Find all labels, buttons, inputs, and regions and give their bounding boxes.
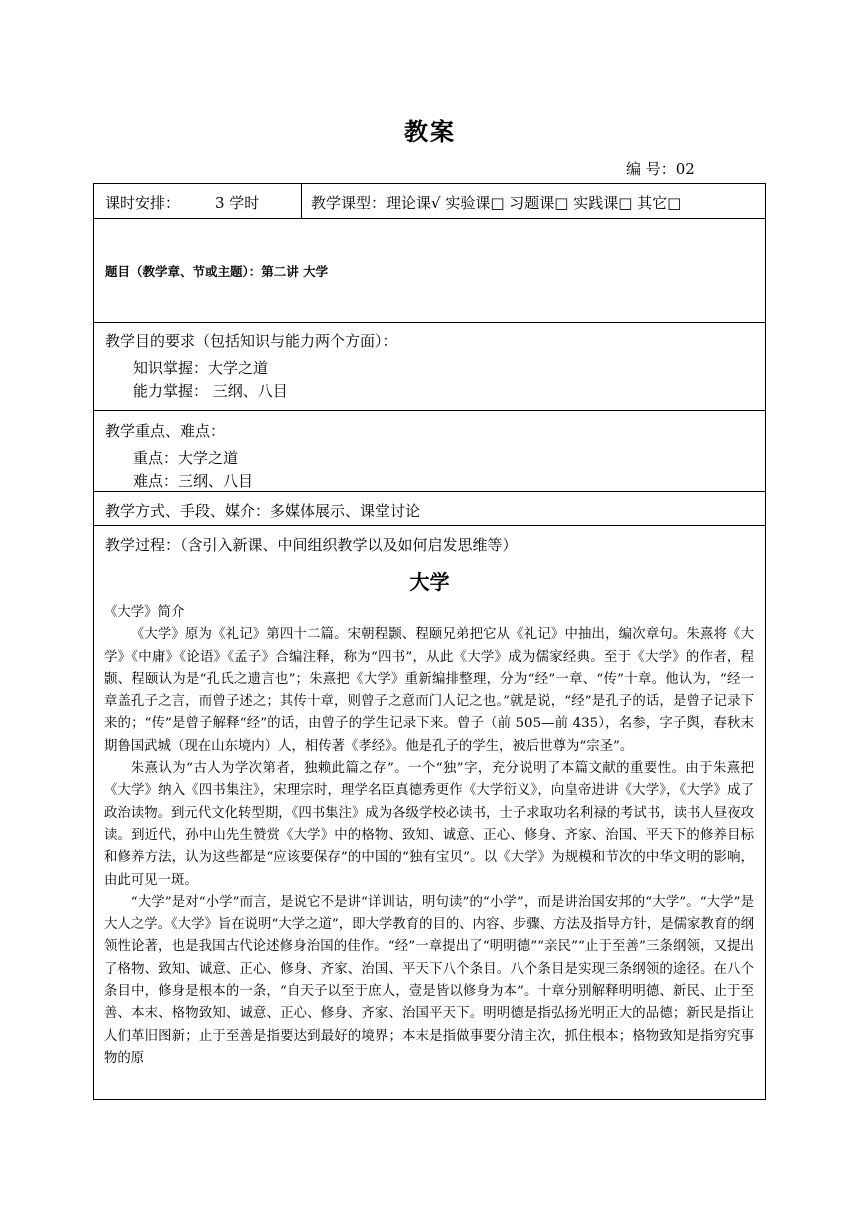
teaching-method: 教学方式、手段、媒介：多媒体展示、课堂讨论 bbox=[105, 502, 421, 520]
row-divider bbox=[94, 525, 765, 526]
paragraph: 朱熹认为“古人为学次第者，独赖此篇之存”。一个“独”字，充分说明了本篇文献的重要性。由于朱熹把《大学》纳入《四书集注》，宋理宗时，理学名臣真德秀更作《大学衍义》，向皇帝进讲《大学》，《大学》成了政治读物。到元代文化转型期，《四书集注》成为各级学校必读书，士子求取功名利禄的考试书，读书人昼夜攻读。到近代，孙中山先生赞赏《大学》中的格物、致知、诚意、正心、修身、齐家、治国、平天下的修养目标和修养方法，认为这些都是“应该要保存”的中国的“独有宝贝”。以《大学》为规模和节次的中华文明的影响，由此可见一斑。 bbox=[104, 761, 754, 888]
row-divider bbox=[94, 322, 765, 323]
objectives-heading: 教学目的要求（包括知识与能力两个方面）： bbox=[105, 332, 398, 350]
paragraph: “大学”是对“小学”而言，是说它不是讲“详训诂，明句读”的“小学”，而是讲治国安邦的“大学”。“大学”是大人之学。《大学》旨在说明“大学之道”，即大学教育的目的、内容、步骤、方法及指导方针，是儒家教育的纲领性论著，也是我国古代论述修身治国的佳作。“经”一章提出了“明明德”“亲民”“止于至善”三条纲领，又提出了格物、致知、诚意、正心、修身、齐家、治国、平天下八个条目。八个条目是实现三条纲领的途径。在八个条目中，修身是根本的一条，“自天子以至于庶人，壹是皆以修身为本”。十章分别解释明明德、新民、止于至善、本末、格物致知、诚意、正心、修身、齐家、治国平天下。明明德是指弘扬光明正大的品德；新民是指让人们革旧图新；止于至善是指要达到最好的境界；本末是指做事要分清主次，抓住根本；格物致知是指穷究事物的原 bbox=[104, 894, 754, 1066]
paragraph: 《大学》原为《礼记》第四十二篇。宋朝程颢、程颐兄弟把它从《礼记》中抽出，编次章句。朱熹将《大学》《中庸》《论语》《孟子》合编注释，称为“四书”，从此《大学》成为儒家经典。至于《大学》的作者，程颢、程颐认为是“孔氏之遗言也”；朱熹把《大学》重新编排整理，分为“经”一章、“传”十章。他认为，“经一章盖孔子之言，而曾子述之；其传十章，则曾子之意而门人记之也。”就是说，“经”是孔子的话，是曾子记录下来的；“传”是曾子解释“经”的话，由曾子的学生记录下来。曾子（前 505—前 435），名参，字子舆，春秋末期鲁国武城（现在山东境内）人，相传著《孝经》。他是孔子的学生，被后世尊为“宗圣”。 bbox=[104, 627, 754, 754]
row-divider bbox=[94, 410, 765, 411]
schedule-value: 3 学时 bbox=[215, 194, 260, 212]
lesson-topic: 题目（教学章、节或主题）：第二讲 大学 bbox=[105, 264, 329, 279]
schedule-label: 课时安排： bbox=[105, 194, 181, 212]
column-divider bbox=[301, 184, 302, 218]
knowledge-objective: 知识掌握：大学之道 bbox=[133, 359, 269, 377]
course-type: 教学课型：理论课√ 实验课□ 习题课□ 实践课□ 其它□ bbox=[311, 194, 682, 212]
ability-objective: 能力掌握： 三纲、八目 bbox=[133, 382, 288, 400]
intro-heading: 《大学》简介 bbox=[104, 605, 185, 620]
row-divider bbox=[94, 218, 765, 219]
document-title: 教案 bbox=[404, 118, 456, 146]
key-point: 重点：大学之道 bbox=[133, 449, 239, 467]
row-divider bbox=[94, 491, 765, 492]
process-heading: 教学过程：（含引入新课、中间组织教学以及如何启发思维等） bbox=[105, 536, 518, 554]
lesson-plan-table bbox=[93, 183, 766, 1100]
process-body bbox=[104, 602, 754, 1070]
difficult-point: 难点：三纲、八目 bbox=[133, 472, 254, 490]
section-title: 大学 bbox=[409, 570, 450, 594]
keypoints-heading: 教学重点、难点： bbox=[105, 422, 226, 440]
document-number: 编 号：02 bbox=[626, 160, 695, 178]
